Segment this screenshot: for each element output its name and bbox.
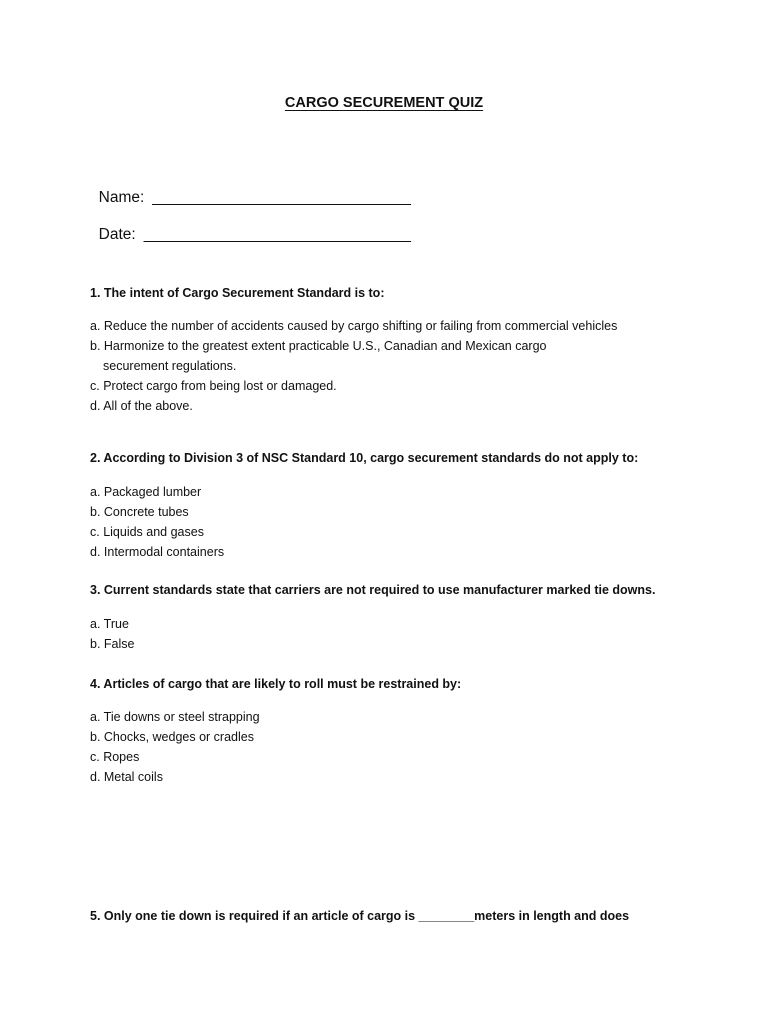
date-label: Date: bbox=[98, 226, 136, 243]
question-2-option-a[interactable]: a. Packaged lumber bbox=[90, 485, 202, 499]
page-title: CARGO SECUREMENT QUIZ bbox=[284, 95, 484, 111]
question-2-option-d[interactable]: d. Intermodal containers bbox=[90, 545, 225, 559]
question-3-option-b[interactable]: b. False bbox=[90, 637, 135, 651]
question-1-option-b[interactable]: b. Harmonize to the greatest extent practicable U.S., Canadian and Mexican cargo bbox=[90, 339, 547, 353]
question-3: 3. Current standards state that carriers are not required to use manufacturer marked tie downs. bbox=[90, 583, 656, 597]
name-label: Name: bbox=[98, 189, 145, 206]
question-3-options bbox=[90, 614, 134, 654]
question-4: 4. Articles of cargo that are likely to roll must be restrained by: bbox=[90, 677, 462, 691]
question-1: 1. The intent of Cargo Securement Standard is to: bbox=[90, 286, 385, 300]
question-4-option-c[interactable]: c. Ropes bbox=[90, 750, 140, 764]
question-4-option-d[interactable]: d. Metal coils bbox=[90, 770, 163, 784]
date-blank[interactable]: _______________________________ bbox=[143, 226, 411, 243]
question-5: 5. Only one tie down is required if an article of cargo is ________meters in length and does bbox=[90, 909, 630, 923]
question-1-option-d[interactable]: d. All of the above. bbox=[90, 399, 193, 413]
question-2-options bbox=[90, 482, 224, 562]
question-2-option-b[interactable]: b. Concrete tubes bbox=[90, 505, 189, 519]
question-4-option-b[interactable]: b. Chocks, wedges or cradles bbox=[90, 730, 254, 744]
name-blank[interactable]: ______________________________ bbox=[152, 189, 411, 206]
question-4-option-a[interactable]: a. Tie downs or steel strapping bbox=[90, 710, 260, 724]
question-1-options bbox=[90, 316, 617, 416]
question-1-option-b-continued[interactable]: securement regulations. bbox=[103, 359, 237, 373]
question-1-option-c[interactable]: c. Protect cargo from being lost or damaged. bbox=[90, 379, 337, 393]
question-2: 2. According to Division 3 of NSC Standard 10, cargo securement standards do not apply to: bbox=[90, 451, 639, 465]
name-field[interactable] bbox=[90, 171, 411, 207]
question-3-option-a[interactable]: a. True bbox=[90, 617, 129, 631]
date-field[interactable] bbox=[90, 208, 411, 244]
question-2-option-c[interactable]: c. Liquids and gases bbox=[90, 525, 204, 539]
question-1-option-a[interactable]: a. Reduce the number of accidents caused by cargo shifting or failing from commercial vehicles bbox=[90, 319, 618, 333]
question-4-options bbox=[90, 707, 260, 787]
